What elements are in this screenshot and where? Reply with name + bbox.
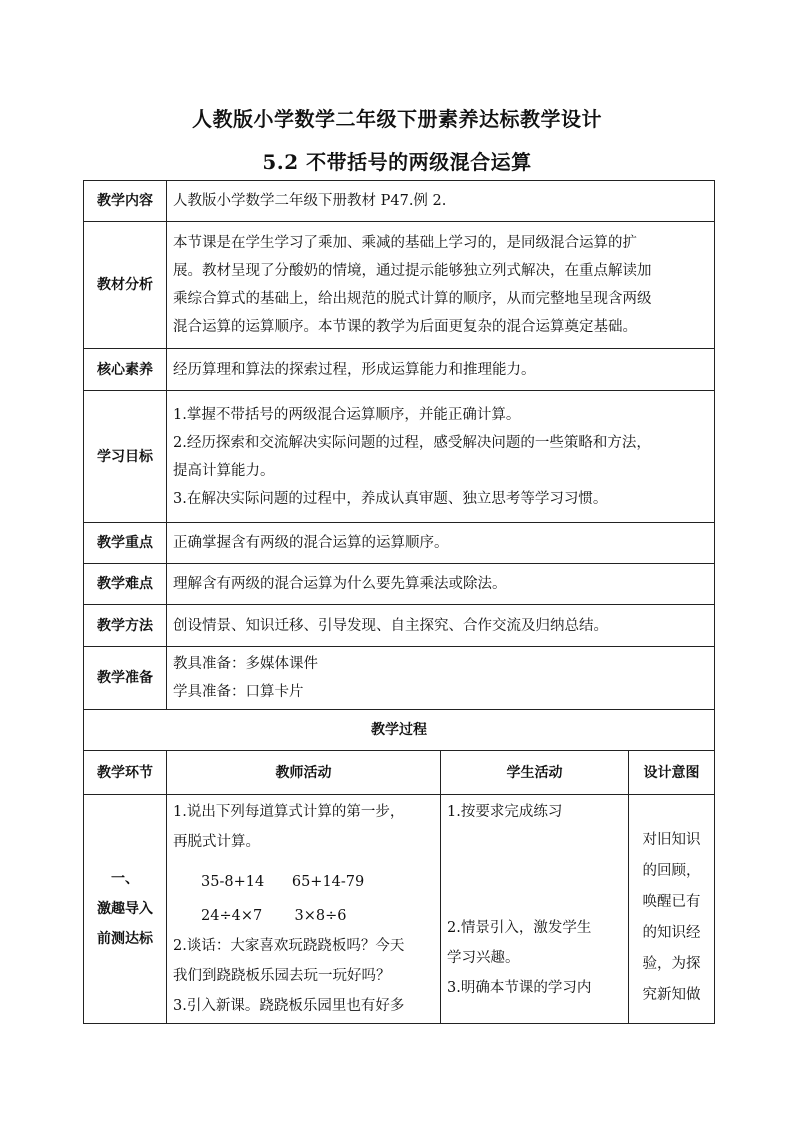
goal-line: 1.掌握不带括号的两级混合运算顺序，并能正确计算。 [173, 406, 521, 423]
header-stage: 教学环节 [84, 751, 167, 795]
stage-line: 激趣导入 [97, 901, 153, 917]
expression-row [173, 901, 434, 931]
label-key: 教学重点 [84, 523, 167, 564]
expression: 3×8÷6 [294, 908, 347, 924]
process-title: 教学过程 [84, 710, 715, 751]
analysis-line: 展。教材呈现了分酸奶的情境，通过提示能够独立列式解决，在重点解读加 [173, 263, 652, 279]
expression-row [173, 867, 434, 897]
label-goals: 学习目标 [84, 391, 167, 523]
intent-line: 验，为探 [642, 956, 701, 972]
teacher-line: 再脱式计算。 [173, 834, 260, 850]
label-content: 教学内容 [84, 181, 167, 222]
teacher-activity [167, 795, 441, 1024]
analysis-line: 本节课是在学生学习了乘加、乘减的基础上学习的，是同级混合运算的扩 [173, 235, 637, 251]
intent-line: 究新知做 [642, 987, 701, 1003]
row-stage-1 [84, 795, 715, 1024]
intent-line: 的知识经 [642, 925, 701, 941]
value-method: 创设情景、知识迁移、引导发现、自主探究、合作交流及归纳总结。 [167, 605, 715, 647]
label-method: 教学方法 [84, 605, 167, 647]
teacher-line: 2.谈话：大家喜欢玩跷跷板吗？今天 [173, 938, 405, 954]
row-key [84, 523, 715, 564]
label-literacy: 核心素养 [84, 349, 167, 391]
lesson-plan-table [83, 180, 715, 1024]
header-student: 学生活动 [441, 751, 629, 795]
row-analysis [84, 222, 715, 349]
label-prep: 教学准备 [84, 647, 167, 710]
intent-line: 的回顾， [642, 863, 701, 879]
goal-line: 提高计算能力。 [173, 462, 275, 479]
goal-line: 3.在解决实际问题的过程中，养成认真审题、独立思考等学习习惯。 [173, 490, 608, 507]
row-goals [84, 391, 715, 523]
analysis-line: 混合运算的运算顺序。本节课的教学为后面更复杂的混合运算奠定基础。 [173, 319, 637, 335]
row-process-headers [84, 751, 715, 795]
row-content [84, 181, 715, 222]
lesson-title: 5.2 不带括号的两级混合运算 [262, 150, 532, 174]
label-difficulty: 教学难点 [84, 564, 167, 605]
expression: 65+14-79 [291, 874, 365, 890]
value-goals [167, 391, 715, 523]
prep-line: 教具准备：多媒体课件 [173, 656, 318, 672]
stage-label [84, 795, 167, 1024]
student-line: 2.情景引入，激发学生 [447, 920, 592, 936]
expression: 35-8+14 [201, 874, 265, 890]
student-line: 3.明确本节课的学习内 [447, 980, 592, 996]
prep-line: 学具准备：口算卡片 [173, 684, 304, 700]
row-prep [84, 647, 715, 710]
stage-line: 前测达标 [97, 931, 153, 947]
document-title: 人教版小学数学二年级下册素养达标教学设计 [192, 107, 602, 131]
analysis-line: 乘综合算式的基础上，给出规范的脱式计算的顺序，从而完整地呈现含两级 [173, 291, 652, 307]
teacher-line: 3.引入新课。跷跷板乐园里也有好多 [173, 998, 405, 1014]
value-prep [167, 647, 715, 710]
row-literacy [84, 349, 715, 391]
value-analysis [167, 222, 715, 349]
value-key: 正确掌握含有两级的混合运算的运算顺序。 [167, 523, 715, 564]
value-difficulty: 理解含有两级的混合运算为什么要先算乘法或除法。 [167, 564, 715, 605]
teacher-line: 1.说出下列每道算式计算的第一步， [173, 804, 405, 820]
goal-line: 2.经历探索和交流解决实际问题的过程，感受解决问题的一些策略和方法， [173, 434, 651, 451]
value-literacy: 经历算理和算法的探索过程，形成运算能力和推理能力。 [167, 349, 715, 391]
student-line: 1.按要求完成练习 [447, 804, 563, 820]
intent-line: 对旧知识 [642, 832, 701, 848]
intent-line: 唤醒已有 [642, 894, 701, 910]
value-content: 人教版小学数学二年级下册教材 P47.例 2. [167, 181, 715, 222]
stage-line: 一、 [111, 871, 139, 887]
label-analysis: 教材分析 [84, 222, 167, 349]
row-difficulty [84, 564, 715, 605]
teacher-line: 我们到跷跷板乐园去玩一玩好吗？ [173, 968, 391, 984]
design-intent [629, 795, 715, 1024]
row-method [84, 605, 715, 647]
row-process-title [84, 710, 715, 751]
header-teacher: 教师活动 [167, 751, 441, 795]
student-activity [441, 795, 629, 1024]
header-intent: 设计意图 [629, 751, 715, 795]
expression: 24÷4×7 [201, 908, 263, 924]
student-line: 学习兴趣。 [447, 950, 520, 966]
